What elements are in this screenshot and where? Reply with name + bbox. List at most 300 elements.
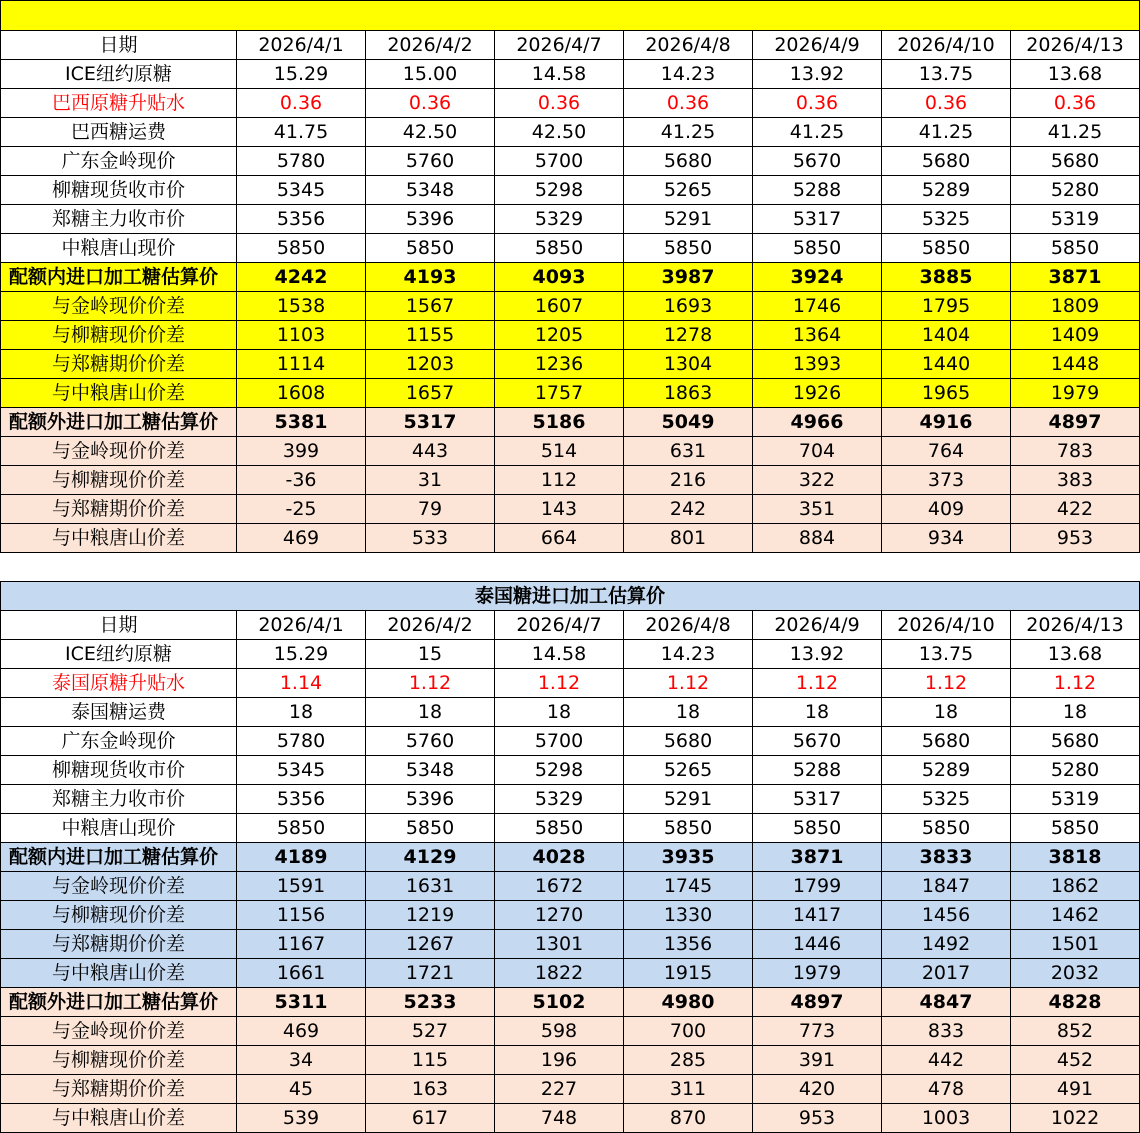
table-cell: 2026/4/2 <box>366 611 495 640</box>
table-cell: 2026/4/13 <box>1011 611 1140 640</box>
table-cell: 801 <box>624 524 753 553</box>
table-cell: 469 <box>237 1017 366 1046</box>
table-cell: 42.50 <box>366 118 495 147</box>
table-cell: 1301 <box>495 930 624 959</box>
table-cell: 5265 <box>624 176 753 205</box>
table-row <box>1 321 1140 350</box>
table-cell: 5348 <box>366 176 495 205</box>
table-cell: 1003 <box>882 1104 1011 1133</box>
table-cell: 4897 <box>1011 408 1140 437</box>
table-cell: 2026/4/8 <box>624 31 753 60</box>
table-cell: 1863 <box>624 379 753 408</box>
table-cell: 0.36 <box>882 89 1011 118</box>
table-cell: 1440 <box>882 350 1011 379</box>
table-cell: 13.68 <box>1011 60 1140 89</box>
table-cell: 442 <box>882 1046 1011 1075</box>
table-cell: 5356 <box>237 785 366 814</box>
table-cell: 1409 <box>1011 321 1140 350</box>
table-cell: 115 <box>366 1046 495 1075</box>
table-cell: 5680 <box>1011 147 1140 176</box>
table-cell: 1203 <box>366 350 495 379</box>
table-row <box>1 350 1140 379</box>
row-label: 与郑糖期价价差 <box>1 930 237 959</box>
table-cell: 5780 <box>237 727 366 756</box>
row-label: 中粮唐山现价 <box>1 234 237 263</box>
table-cell: 1538 <box>237 292 366 321</box>
table-row <box>1 466 1140 495</box>
table-cell: 5850 <box>882 814 1011 843</box>
table-cell: 5680 <box>1011 727 1140 756</box>
table-row <box>1 379 1140 408</box>
table-row <box>1 756 1140 785</box>
table-row <box>1 959 1140 988</box>
table-cell: 15 <box>366 640 495 669</box>
table-cell: 5850 <box>237 814 366 843</box>
row-label: 与金岭现价价差 <box>1 437 237 466</box>
table-cell: 0.36 <box>237 89 366 118</box>
table-cell: 452 <box>1011 1046 1140 1075</box>
table-cell: 5291 <box>624 205 753 234</box>
table-cell: 391 <box>753 1046 882 1075</box>
table-row <box>1 640 1140 669</box>
table-cell: 0.36 <box>624 89 753 118</box>
table-cell: 5298 <box>495 176 624 205</box>
table-cell: 514 <box>495 437 624 466</box>
table-cell: 2026/4/9 <box>753 611 882 640</box>
table-row <box>1 31 1140 60</box>
table-cell: 2026/4/10 <box>882 31 1011 60</box>
table-cell: 1267 <box>366 930 495 959</box>
table-row <box>1 988 1140 1017</box>
table-cell: 1205 <box>495 321 624 350</box>
table-cell: 934 <box>882 524 1011 553</box>
table-row <box>1 669 1140 698</box>
table-cell: 5049 <box>624 408 753 437</box>
table-cell: 2026/4/7 <box>495 611 624 640</box>
table-cell: 5700 <box>495 147 624 176</box>
table-cell: 1462 <box>1011 901 1140 930</box>
table-cell: 1745 <box>624 872 753 901</box>
table-cell: 3935 <box>624 843 753 872</box>
table-cell: 1404 <box>882 321 1011 350</box>
table-cell: 5280 <box>1011 756 1140 785</box>
table-cell: 1278 <box>624 321 753 350</box>
table-cell: 4093 <box>495 263 624 292</box>
table-cell: 1795 <box>882 292 1011 321</box>
table-cell: 748 <box>495 1104 624 1133</box>
table-cell: 3885 <box>882 263 1011 292</box>
table-cell: 5680 <box>624 147 753 176</box>
table-cell: 1799 <box>753 872 882 901</box>
table-row <box>1 843 1140 872</box>
table-cell: 4242 <box>237 263 366 292</box>
table-cell: 1.14 <box>237 669 366 698</box>
table-cell: 1022 <box>1011 1104 1140 1133</box>
table-row <box>1 1104 1140 1133</box>
table-cell: 5325 <box>882 785 1011 814</box>
table-cell: 3833 <box>882 843 1011 872</box>
table-cell: 18 <box>495 698 624 727</box>
table-cell: 5760 <box>366 727 495 756</box>
table-cell: 5680 <box>882 727 1011 756</box>
row-label: 配额外进口加工糖估算价 <box>1 408 237 437</box>
table-cell: 13.75 <box>882 640 1011 669</box>
table-cell: 2026/4/1 <box>237 611 366 640</box>
table-cell: 422 <box>1011 495 1140 524</box>
table-cell: 631 <box>624 437 753 466</box>
table-cell: 1591 <box>237 872 366 901</box>
table-cell: 5317 <box>753 205 882 234</box>
row-label: 与柳糖现价价差 <box>1 901 237 930</box>
table-cell: 42.50 <box>495 118 624 147</box>
table-cell: 5291 <box>624 785 753 814</box>
table-cell: 5348 <box>366 756 495 785</box>
table-cell: 5850 <box>624 234 753 263</box>
table-cell: 5329 <box>495 785 624 814</box>
table-cell: 4916 <box>882 408 1011 437</box>
table-cell: 5850 <box>882 234 1011 263</box>
table-row <box>1 495 1140 524</box>
table-cell: 1746 <box>753 292 882 321</box>
table-cell: 3924 <box>753 263 882 292</box>
table-cell: 1979 <box>1011 379 1140 408</box>
table-cell: 383 <box>1011 466 1140 495</box>
table-cell: 527 <box>366 1017 495 1046</box>
table-cell: 3871 <box>1011 263 1140 292</box>
table-cell: 14.58 <box>495 60 624 89</box>
row-label: 泰国原糖升贴水 <box>1 669 237 698</box>
row-label: ICE纽约原糖 <box>1 60 237 89</box>
table-cell: 617 <box>366 1104 495 1133</box>
table-cell: 3987 <box>624 263 753 292</box>
table-cell: 41.25 <box>624 118 753 147</box>
row-label: 柳糖现货收市价 <box>1 176 237 205</box>
table-cell: 5317 <box>753 785 882 814</box>
table-cell: 79 <box>366 495 495 524</box>
table-cell: 5298 <box>495 756 624 785</box>
table-cell: 953 <box>1011 524 1140 553</box>
row-label: 与柳糖现价价差 <box>1 1046 237 1075</box>
table-cell: 1236 <box>495 350 624 379</box>
table-cell: 3871 <box>753 843 882 872</box>
row-label: 与柳糖现价价差 <box>1 466 237 495</box>
table-cell: 2017 <box>882 959 1011 988</box>
table-cell: 5311 <box>237 988 366 1017</box>
table-cell: 1304 <box>624 350 753 379</box>
table-cell: 852 <box>1011 1017 1140 1046</box>
table-cell: 41.25 <box>882 118 1011 147</box>
table-cell: 1757 <box>495 379 624 408</box>
table-cell: 5850 <box>1011 234 1140 263</box>
table-cell: 478 <box>882 1075 1011 1104</box>
table-row <box>1 872 1140 901</box>
table-cell: 5288 <box>753 176 882 205</box>
table-cell: 1103 <box>237 321 366 350</box>
row-label: 与金岭现价价差 <box>1 1017 237 1046</box>
table-cell: 5329 <box>495 205 624 234</box>
table-row <box>1 205 1140 234</box>
row-label: 巴西原糖升贴水 <box>1 89 237 118</box>
table-cell: 1.12 <box>366 669 495 698</box>
table-cell: 1417 <box>753 901 882 930</box>
table-cell: 884 <box>753 524 882 553</box>
table-cell: 196 <box>495 1046 624 1075</box>
table-cell: 1330 <box>624 901 753 930</box>
table-cell: 764 <box>882 437 1011 466</box>
table-cell: 1219 <box>366 901 495 930</box>
table-cell: 533 <box>366 524 495 553</box>
section1-title <box>1 1 1140 31</box>
table-cell: 409 <box>882 495 1011 524</box>
table-cell: 1.12 <box>1011 669 1140 698</box>
table-cell: 5280 <box>1011 176 1140 205</box>
row-label: 与中粮唐山价差 <box>1 524 237 553</box>
table-cell: 18 <box>237 698 366 727</box>
table-cell: 420 <box>753 1075 882 1104</box>
table-cell: 311 <box>624 1075 753 1104</box>
table-cell: 2026/4/8 <box>624 611 753 640</box>
table-cell: 1672 <box>495 872 624 901</box>
table-cell: 1.12 <box>624 669 753 698</box>
table-cell: 4189 <box>237 843 366 872</box>
row-label: 与金岭现价价差 <box>1 292 237 321</box>
table-cell: 5186 <box>495 408 624 437</box>
row-label: 与中粮唐山价差 <box>1 379 237 408</box>
table-cell: 5233 <box>366 988 495 1017</box>
table-cell: 285 <box>624 1046 753 1075</box>
table-cell: 5850 <box>495 814 624 843</box>
row-label: 与郑糖期价价差 <box>1 350 237 379</box>
table-cell: 13.75 <box>882 60 1011 89</box>
table-cell: -25 <box>237 495 366 524</box>
row-label: 日期 <box>1 31 237 60</box>
table-cell: 5670 <box>753 147 882 176</box>
table-cell: 2026/4/1 <box>237 31 366 60</box>
table-cell: 5850 <box>237 234 366 263</box>
table-cell: 5850 <box>753 814 882 843</box>
table-cell: -36 <box>237 466 366 495</box>
table-cell: 1926 <box>753 379 882 408</box>
row-label: 与郑糖期价价差 <box>1 1075 237 1104</box>
row-label: 广东金岭现价 <box>1 147 237 176</box>
table-row <box>1 1017 1140 1046</box>
table-cell: 4129 <box>366 843 495 872</box>
table-cell: 783 <box>1011 437 1140 466</box>
table-cell: 5288 <box>753 756 882 785</box>
table-cell: 1448 <box>1011 350 1140 379</box>
table-cell: 5780 <box>237 147 366 176</box>
table-cell: 112 <box>495 466 624 495</box>
table-cell: 5381 <box>237 408 366 437</box>
table-row <box>1 814 1140 843</box>
row-label: ICE纽约原糖 <box>1 640 237 669</box>
table-cell: 5265 <box>624 756 753 785</box>
table-row <box>1 727 1140 756</box>
table-cell: 700 <box>624 1017 753 1046</box>
table-cell: 216 <box>624 466 753 495</box>
row-label: 郑糖主力收市价 <box>1 205 237 234</box>
table-cell: 1608 <box>237 379 366 408</box>
table-row <box>1 901 1140 930</box>
table-cell: 1721 <box>366 959 495 988</box>
row-label: 配额内进口加工糖估算价 <box>1 263 237 292</box>
table-cell: 5700 <box>495 727 624 756</box>
table-cell: 18 <box>1011 698 1140 727</box>
table-row <box>1 60 1140 89</box>
table-cell: 13.92 <box>753 640 882 669</box>
section1-title-row <box>1 1 1140 31</box>
table-cell: 833 <box>882 1017 1011 1046</box>
table-row <box>1 118 1140 147</box>
table-cell: 1114 <box>237 350 366 379</box>
table-cell: 373 <box>882 466 1011 495</box>
table-cell: 5850 <box>753 234 882 263</box>
table-cell: 3818 <box>1011 843 1140 872</box>
table-row <box>1 176 1140 205</box>
table-cell: 5345 <box>237 756 366 785</box>
table-cell: 1847 <box>882 872 1011 901</box>
table-cell: 31 <box>366 466 495 495</box>
table-cell: 870 <box>624 1104 753 1133</box>
table-cell: 1.12 <box>495 669 624 698</box>
table-cell: 491 <box>1011 1075 1140 1104</box>
table-cell: 5670 <box>753 727 882 756</box>
table-cell: 5850 <box>495 234 624 263</box>
row-label: 柳糖现货收市价 <box>1 756 237 785</box>
table-cell: 45 <box>237 1075 366 1104</box>
table-cell: 443 <box>366 437 495 466</box>
table-cell: 5680 <box>624 727 753 756</box>
table-cell: 2026/4/7 <box>495 31 624 60</box>
table-cell: 1.12 <box>753 669 882 698</box>
table-cell: 351 <box>753 495 882 524</box>
table-cell: 1607 <box>495 292 624 321</box>
row-label: 与中粮唐山价差 <box>1 959 237 988</box>
row-label: 日期 <box>1 611 237 640</box>
table-cell: 2026/4/2 <box>366 31 495 60</box>
section2-title: 泰国糖进口加工估算价 <box>1 582 1140 611</box>
table-cell: 14.23 <box>624 60 753 89</box>
row-label: 配额外进口加工糖估算价 <box>1 988 237 1017</box>
row-label: 中粮唐山现价 <box>1 814 237 843</box>
table-row <box>1 785 1140 814</box>
row-label: 与柳糖现价价差 <box>1 321 237 350</box>
table-cell: 18 <box>624 698 753 727</box>
table-cell: 5345 <box>237 176 366 205</box>
row-label: 泰国糖运费 <box>1 698 237 727</box>
table-cell: 41.25 <box>1011 118 1140 147</box>
table-cell: 5850 <box>366 814 495 843</box>
table-row <box>1 292 1140 321</box>
row-label: 配额内进口加工糖估算价 <box>1 843 237 872</box>
table-cell: 5760 <box>366 147 495 176</box>
table-cell: 34 <box>237 1046 366 1075</box>
table-cell: 5850 <box>1011 814 1140 843</box>
table-cell: 4980 <box>624 988 753 1017</box>
gap-cell <box>1 553 1140 582</box>
table-cell: 18 <box>366 698 495 727</box>
table-cell: 15.00 <box>366 60 495 89</box>
table-cell: 4897 <box>753 988 882 1017</box>
table-cell: 242 <box>624 495 753 524</box>
table-cell: 4828 <box>1011 988 1140 1017</box>
table-row <box>1 524 1140 553</box>
table-row <box>1 89 1140 118</box>
table-row <box>1 263 1140 292</box>
table-cell: 1822 <box>495 959 624 988</box>
table-row <box>1 611 1140 640</box>
table-cell: 4193 <box>366 263 495 292</box>
table-cell: 773 <box>753 1017 882 1046</box>
table-cell: 15.29 <box>237 60 366 89</box>
table-cell: 598 <box>495 1017 624 1046</box>
table-cell: 1809 <box>1011 292 1140 321</box>
table-cell: 1567 <box>366 292 495 321</box>
table-cell: 13.68 <box>1011 640 1140 669</box>
table-cell: 1364 <box>753 321 882 350</box>
table-cell: 0.36 <box>366 89 495 118</box>
table-cell: 5850 <box>624 814 753 843</box>
row-label: 广东金岭现价 <box>1 727 237 756</box>
table-cell: 2026/4/10 <box>882 611 1011 640</box>
table-cell: 5850 <box>366 234 495 263</box>
table-cell: 18 <box>753 698 882 727</box>
table-cell: 143 <box>495 495 624 524</box>
table-cell: 4847 <box>882 988 1011 1017</box>
table-cell: 5680 <box>882 147 1011 176</box>
table-cell: 0.36 <box>495 89 624 118</box>
table-cell: 704 <box>753 437 882 466</box>
table-cell: 664 <box>495 524 624 553</box>
table-cell: 15.29 <box>237 640 366 669</box>
table-cell: 539 <box>237 1104 366 1133</box>
table-cell: 41.25 <box>753 118 882 147</box>
table-cell: 4028 <box>495 843 624 872</box>
table-cell: 5289 <box>882 176 1011 205</box>
table-cell: 14.58 <box>495 640 624 669</box>
table-cell: 5325 <box>882 205 1011 234</box>
table-row <box>1 698 1140 727</box>
table-cell: 1155 <box>366 321 495 350</box>
table-cell: 41.75 <box>237 118 366 147</box>
table-cell: 1167 <box>237 930 366 959</box>
table-cell: 1446 <box>753 930 882 959</box>
table-cell: 1693 <box>624 292 753 321</box>
table-cell: 953 <box>753 1104 882 1133</box>
section2-title-row <box>1 582 1140 611</box>
table-cell: 0.36 <box>753 89 882 118</box>
table-cell: 227 <box>495 1075 624 1104</box>
table-row <box>1 1046 1140 1075</box>
table-cell: 4966 <box>753 408 882 437</box>
table-cell: 1965 <box>882 379 1011 408</box>
table-cell: 1661 <box>237 959 366 988</box>
table-cell: 1393 <box>753 350 882 379</box>
table-cell: 18 <box>882 698 1011 727</box>
table-cell: 5396 <box>366 785 495 814</box>
table-cell: 5289 <box>882 756 1011 785</box>
table-cell: 2032 <box>1011 959 1140 988</box>
table-cell: 163 <box>366 1075 495 1104</box>
table-cell: 1270 <box>495 901 624 930</box>
table-cell: 399 <box>237 437 366 466</box>
table-cell: 1631 <box>366 872 495 901</box>
table-cell: 322 <box>753 466 882 495</box>
table-cell: 1156 <box>237 901 366 930</box>
table-cell: 1979 <box>753 959 882 988</box>
table-cell: 5396 <box>366 205 495 234</box>
table-cell: 469 <box>237 524 366 553</box>
